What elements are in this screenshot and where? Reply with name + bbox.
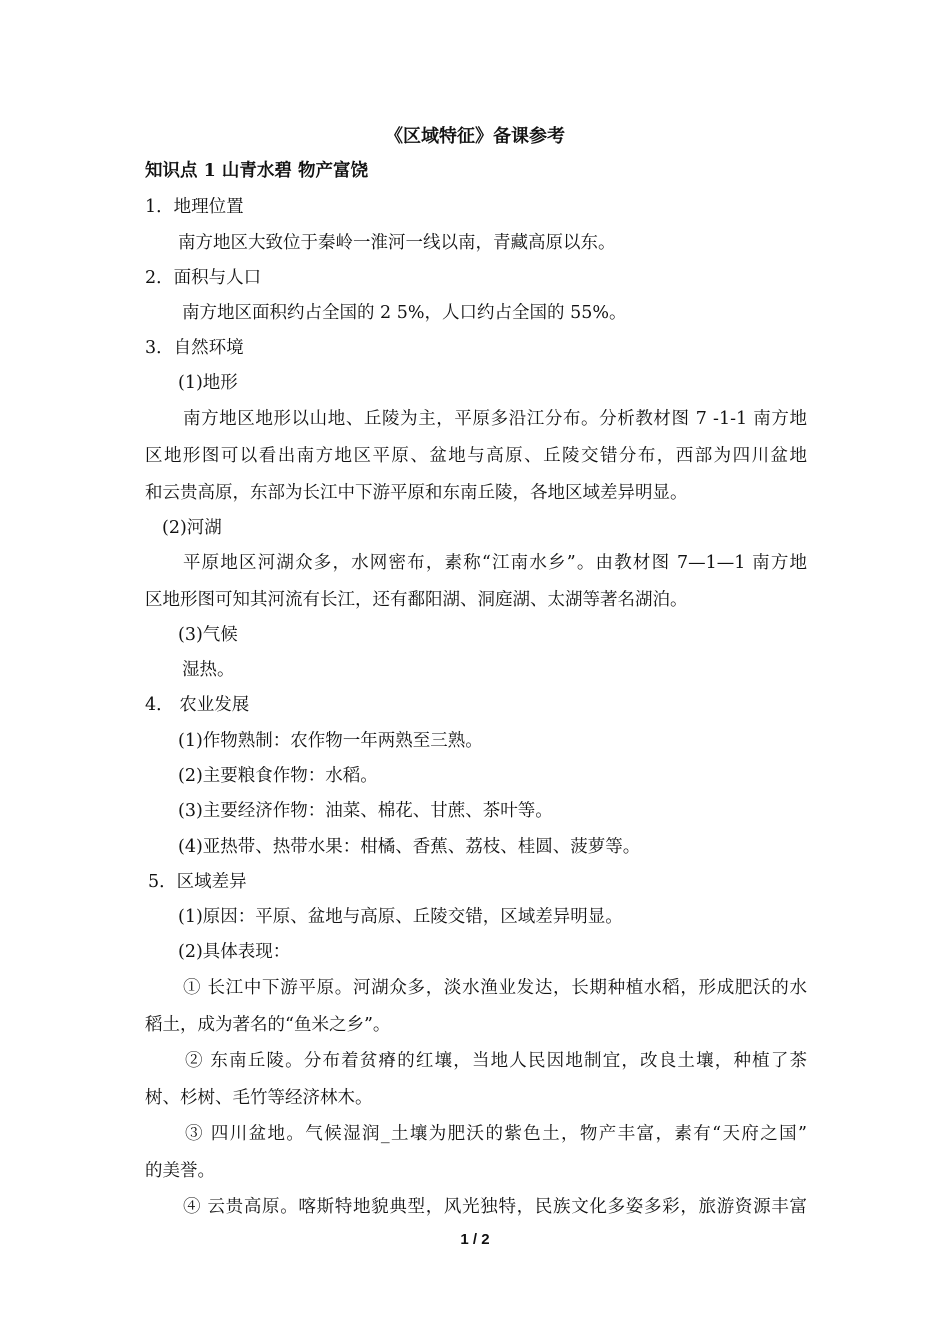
paragraph-rivers-line-2: 区地形图可知其河流有长江，还有鄱阳湖、洞庭湖、太湖等著名湖泊。 (145, 590, 688, 610)
agriculture-point-2: (2)主要粮食作物：水稻。 (178, 766, 378, 786)
paragraph-terrain-line-1: 南方地区地形以山地、丘陵为主，平原多沿江分布。分析教材图 7 -1-1 南方地 (183, 409, 807, 429)
paragraph-location: 南方地区大致位于秦岭一淮河一线以南，青藏高原以东。 (178, 233, 616, 253)
item-heading-regional-differences: 5．区域差异 (148, 872, 247, 892)
paragraph-terrain-line-3: 和云贵高原，东部为长江中下游平原和东南丘陵，各地区域差异明显。 (145, 483, 688, 503)
item-heading-location: 1．地理位置 (145, 197, 244, 217)
section-heading: 知识点 1 山青水碧 物产富饶 (145, 161, 368, 181)
paragraph-terrain-line-2: 区地形图可以看出南方地区平原、盆地与高原、丘陵交错分布，西部为四川盆地 (145, 446, 807, 466)
differences-details-heading: (2)具体表现： (178, 942, 291, 962)
region-southeast-hills-line-1: ② 东南丘陵。分布着贫瘠的红壤，当地人民因地制宜，改良土壤，种植了茶 (185, 1051, 807, 1071)
region-yangtze-line-2: 稻土，成为著名的“鱼米之乡”。 (145, 1015, 391, 1035)
region-yungui-plateau-line-1: ④ 云贵高原。喀斯特地貌典型，风光独特，民族文化多姿多彩，旅游资源丰富 (183, 1197, 807, 1217)
differences-reason: (1)原因：平原、盆地与高原、丘陵交错，区域差异明显。 (178, 907, 623, 927)
region-sichuan-basin-line-1: ③ 四川盆地。气候湿润_土壤为肥沃的紫色土，物产丰富，素有“天府之国” (185, 1124, 807, 1144)
page-number: 1 / 2 (460, 1231, 490, 1248)
subheading-rivers-lakes: (2)河湖 (162, 518, 222, 538)
agriculture-point-4: (4)亚热带、热带水果：柑橘、香蕉、荔枝、桂圆、菠萝等。 (178, 837, 641, 857)
document-title: 《区域特征》备课参考 (385, 126, 565, 147)
region-southeast-hills-line-2: 树、杉树、毛竹等经济林木。 (145, 1088, 373, 1108)
subheading-climate: (3)气候 (178, 625, 238, 645)
agriculture-point-1: (1)作物熟制：农作物一年两熟至三熟。 (178, 731, 483, 751)
paragraph-rivers-line-1: 平原地区河湖众多，水网密布，素称“江南水乡”。由教材图 7—1—1 南方地 (183, 553, 807, 573)
subheading-terrain: (1)地形 (178, 373, 238, 393)
region-yangtze-line-1: ① 长江中下游平原。河湖众多，淡水渔业发达，长期种植水稻，形成肥沃的水 (183, 978, 807, 998)
agriculture-point-3: (3)主要经济作物：油菜、棉花、甘蔗、茶叶等。 (178, 801, 553, 821)
paragraph-area-population: 南方地区面积约占全国的 2 5%，人口约占全国的 55%。 (182, 303, 627, 323)
paragraph-climate: 湿热。 (182, 660, 235, 680)
region-sichuan-basin-line-2: 的美誉。 (145, 1161, 215, 1181)
item-heading-agriculture: 4． 农业发展 (145, 695, 250, 715)
item-heading-area-population: 2．面积与人口 (145, 268, 262, 288)
item-heading-environment: 3．自然环境 (145, 338, 244, 358)
